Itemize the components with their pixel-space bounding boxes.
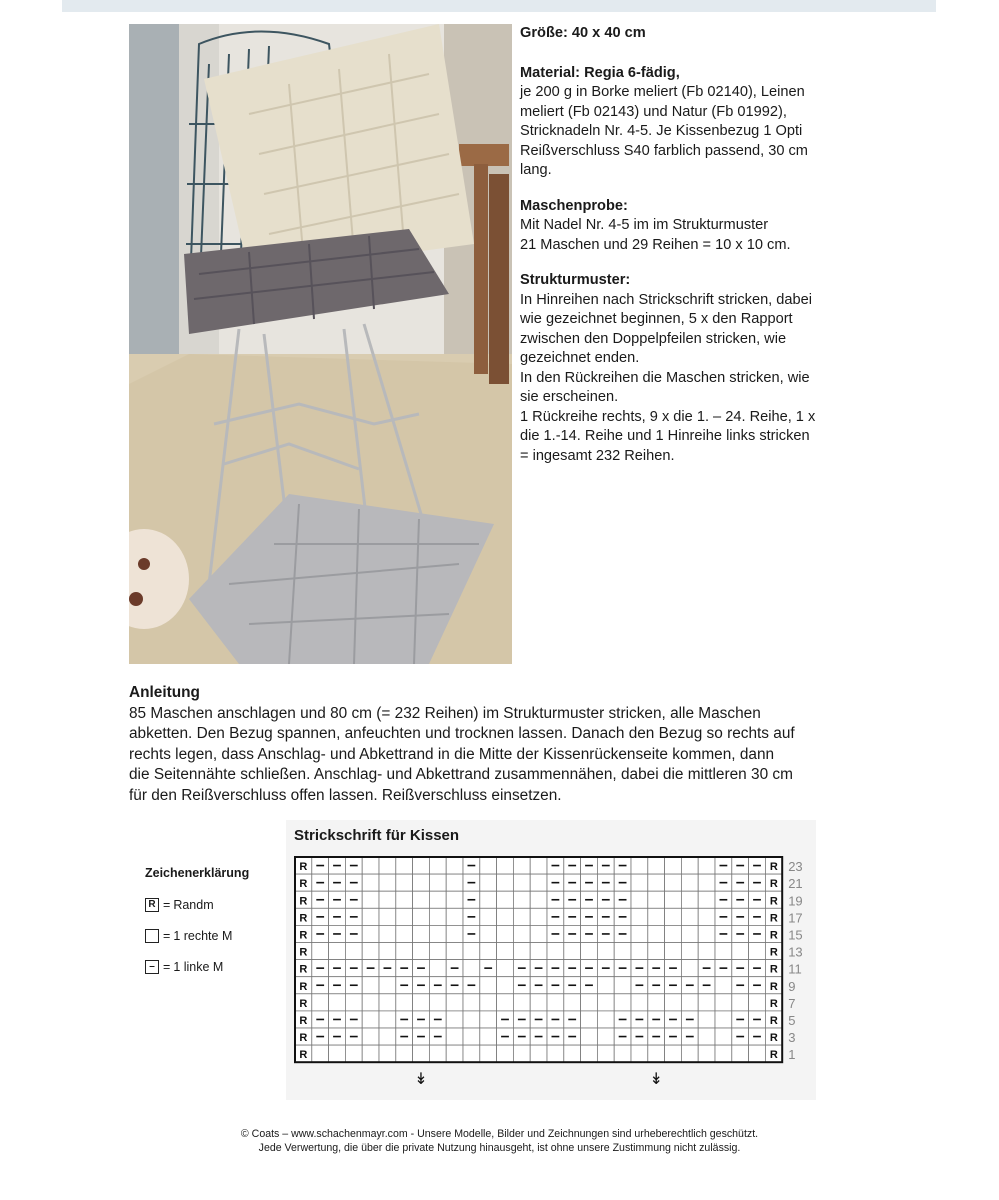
row-number-label: 9 xyxy=(788,978,796,994)
edge-stitch-mark: R xyxy=(769,912,778,925)
pattern-block xyxy=(520,271,880,466)
chart-cell xyxy=(681,1045,698,1062)
material-line: je 200 g in Borke meliert (Fb 02140), Leinen xyxy=(520,84,805,100)
instructions-line: 85 Maschen anschlagen und 80 cm (= 232 Reihen) im Strukturmuster stricken, alle Maschen xyxy=(129,704,761,722)
chart-cell xyxy=(463,1011,480,1028)
chart-cell xyxy=(463,1045,480,1062)
edge-stitch-mark: R xyxy=(299,963,308,976)
edge-stitch-mark: R xyxy=(299,1032,308,1045)
chart-cell xyxy=(614,994,631,1011)
chart-cell xyxy=(530,994,547,1011)
edge-stitch-mark: R xyxy=(299,861,308,874)
chart-cell xyxy=(429,960,446,977)
pattern-line: In Hinreihen nach Strickschrift stricken, dabei xyxy=(520,291,813,308)
chart-cell xyxy=(681,960,698,977)
chart-cell xyxy=(312,994,329,1011)
pattern-heading: Strukturmuster: xyxy=(520,272,631,288)
chart-cell xyxy=(530,908,547,925)
chart-cell xyxy=(480,925,497,942)
chart-cell xyxy=(665,1045,682,1062)
pattern-line: die 1.-14. Reihe und 1 Hinreihe links stricken xyxy=(520,428,810,444)
row-number-label: 11 xyxy=(788,961,802,977)
chart-cell xyxy=(463,1028,480,1045)
legend-label: 1 linke M xyxy=(173,959,224,974)
chart-cell xyxy=(312,943,329,960)
chart-cell xyxy=(497,908,514,925)
chart-cell xyxy=(631,943,648,960)
chart-cell xyxy=(345,994,362,1011)
chart-cell xyxy=(362,943,379,960)
chart-cell xyxy=(329,994,346,1011)
chart-cell xyxy=(362,908,379,925)
chart-cell xyxy=(681,874,698,891)
edge-stitch-mark: R xyxy=(769,861,778,874)
chart-cell xyxy=(698,874,715,891)
chart-cell xyxy=(446,1045,463,1062)
chart-cell xyxy=(631,891,648,908)
chart-cell xyxy=(429,857,446,874)
chart-cell xyxy=(597,1011,614,1028)
chart-cell xyxy=(480,857,497,874)
chart-cell xyxy=(413,994,430,1011)
chart-cell xyxy=(345,1045,362,1062)
repeat-arrow-icon: ↡ xyxy=(649,1069,663,1089)
gauge-line: Mit Nadel Nr. 4-5 im im Strukturmuster xyxy=(520,217,769,233)
chart-cell xyxy=(497,960,514,977)
chart-cell xyxy=(597,994,614,1011)
chart-cell xyxy=(379,908,396,925)
chart-cell xyxy=(497,891,514,908)
chart-cell xyxy=(665,994,682,1011)
chart-cell xyxy=(362,994,379,1011)
chart-cell xyxy=(446,1011,463,1028)
chart-cell xyxy=(681,891,698,908)
chart-cell xyxy=(379,994,396,1011)
equals-sign: = xyxy=(163,959,171,974)
footer-line: © Coats – www.schachenmayr.com - Unsere Modelle, Bilder und Zeichnungen sind urheberechtlich geschützt. xyxy=(240,1128,759,1140)
chart-cell xyxy=(749,943,766,960)
chart-cell xyxy=(463,943,480,960)
chart-cell xyxy=(614,1045,631,1062)
chart-cell xyxy=(429,943,446,960)
chart-cell xyxy=(732,943,749,960)
chart-cell xyxy=(497,977,514,994)
chart-cell xyxy=(698,943,715,960)
chart-cell xyxy=(530,891,547,908)
chart-cell xyxy=(429,925,446,942)
chart-cell xyxy=(681,925,698,942)
edge-stitch-symbol: R xyxy=(145,898,159,912)
instructions-line: die Seitennähte schließen. Anschlag- und Abkettrand zusammennähen, dabei die mittleren 30 cm xyxy=(129,766,793,783)
material-line: meliert (Fb 02143) und Natur (Fb 01992), xyxy=(520,103,787,120)
chart-cell xyxy=(463,960,480,977)
chart-cell xyxy=(648,891,665,908)
chart-cell xyxy=(648,857,665,874)
chart-cell xyxy=(497,994,514,1011)
chart-cell xyxy=(362,1028,379,1045)
chart-cell xyxy=(698,1045,715,1062)
chart-cell xyxy=(648,1045,665,1062)
chart-cell xyxy=(698,857,715,874)
edge-stitch-mark: R xyxy=(769,997,778,1010)
chart-cell xyxy=(513,908,530,925)
chart-cell xyxy=(362,925,379,942)
chart-cell xyxy=(581,943,598,960)
edge-stitch-mark: R xyxy=(299,929,308,942)
material-line: Stricknadeln Nr. 4-5. Je Kissenbezug 1 Opti xyxy=(520,123,803,139)
chart-cell xyxy=(497,857,514,874)
legend-label: 1 rechte M xyxy=(173,928,233,943)
chart-cell xyxy=(497,874,514,891)
edge-stitch-mark: R xyxy=(769,1015,778,1027)
chart-cell xyxy=(513,994,530,1011)
pattern-line: gezeichnet enden. xyxy=(520,350,640,366)
chart-cell xyxy=(362,1045,379,1062)
chart-cell xyxy=(631,994,648,1011)
chart-cell xyxy=(446,857,463,874)
chart-cell xyxy=(513,874,530,891)
chart-cell xyxy=(480,891,497,908)
edge-stitch-mark: R xyxy=(299,997,308,1010)
chart-cell xyxy=(480,908,497,925)
chart-cell xyxy=(648,943,665,960)
edge-stitch-mark: R xyxy=(769,929,778,942)
chart-cell xyxy=(530,1045,547,1062)
gauge-heading: Maschenprobe: xyxy=(520,197,628,214)
row-number-label: 13 xyxy=(788,944,803,960)
chart-cell xyxy=(698,1011,715,1028)
chart-cell xyxy=(665,943,682,960)
pattern-line: 1 Rückreihe rechts, 9 x die 1. – 24. Reihe, 1 x xyxy=(520,408,816,425)
chart-cell xyxy=(396,925,413,942)
chart-cell xyxy=(379,874,396,891)
chart-cell xyxy=(581,1011,598,1028)
chart-title: Strickschrift für Kissen xyxy=(294,827,460,844)
chart-cell xyxy=(497,943,514,960)
chart-cell xyxy=(749,1045,766,1062)
chart-legend xyxy=(145,866,249,982)
chart-cell xyxy=(413,874,430,891)
material-block xyxy=(520,64,880,181)
row-number-label: 3 xyxy=(788,1030,796,1046)
chart-cell xyxy=(379,977,396,994)
cushion-photo xyxy=(129,24,512,664)
instructions-line: für den Reißverschluss offen lassen. Reißverschluss einsetzen. xyxy=(129,786,562,804)
edge-stitch-mark: R xyxy=(299,1049,308,1062)
chart-cell xyxy=(715,977,732,994)
chart-cell xyxy=(413,908,430,925)
chart-cell xyxy=(429,994,446,1011)
chart-cell xyxy=(379,1045,396,1062)
row-number-label: 17 xyxy=(788,910,803,926)
chart-cell xyxy=(698,1028,715,1045)
knitting-chart xyxy=(286,820,816,1100)
chart-cell xyxy=(429,908,446,925)
chart-cell xyxy=(480,943,497,960)
chart-cell xyxy=(749,994,766,1011)
instructions-heading: Anleitung xyxy=(129,684,200,701)
repeat-arrow-icon: ↡ xyxy=(414,1069,428,1089)
purl-stitch-symbol: – xyxy=(145,960,159,974)
footer-line: Jede Verwertung, die über die private Nutzung hinausgeht, ist ohne unsere Zustimmung nicht zulässig. xyxy=(258,1142,741,1154)
chart-cell xyxy=(362,977,379,994)
instructions-line: abketten. Den Bezug spannen, anfeuchten und trocknen lassen. Danach den Bezug so rechts auf xyxy=(129,725,795,742)
row-number-label: 7 xyxy=(788,995,796,1011)
copyright-footer xyxy=(0,1127,999,1155)
chart-cell xyxy=(413,891,430,908)
chart-cell xyxy=(329,1045,346,1062)
chart-cell xyxy=(581,994,598,1011)
chart-cell xyxy=(530,874,547,891)
edge-stitch-mark: R xyxy=(769,980,778,993)
chart-cell xyxy=(597,977,614,994)
chart-cell xyxy=(446,943,463,960)
chart-cell xyxy=(715,1011,732,1028)
chart-cell xyxy=(597,1045,614,1062)
edge-stitch-mark: R xyxy=(769,946,778,959)
material-heading: Material: Regia 6-fädig, xyxy=(520,64,680,81)
equals-sign: = xyxy=(163,897,171,912)
chart-cell xyxy=(665,874,682,891)
chart-cell xyxy=(429,891,446,908)
material-line: Reißverschluss S40 farblich passend, 30 cm xyxy=(520,142,808,159)
chart-cell xyxy=(631,874,648,891)
chart-cell xyxy=(631,925,648,942)
chart-cell xyxy=(698,891,715,908)
chart-cell xyxy=(732,1045,749,1062)
chart-cell xyxy=(413,857,430,874)
chart-cell xyxy=(564,994,581,1011)
chart-cell xyxy=(362,891,379,908)
edge-stitch-mark: R xyxy=(299,878,308,891)
chart-cell xyxy=(631,1045,648,1062)
chart-cell xyxy=(379,857,396,874)
chart-cell xyxy=(379,925,396,942)
chart-cell xyxy=(530,857,547,874)
chart-cell xyxy=(547,994,564,1011)
chart-cell xyxy=(379,891,396,908)
chart-cell xyxy=(715,943,732,960)
chart-cell xyxy=(665,925,682,942)
chart-cell xyxy=(480,874,497,891)
chart-cell xyxy=(396,891,413,908)
chart-cell xyxy=(396,994,413,1011)
chart-cell xyxy=(715,1045,732,1062)
chart-cell xyxy=(530,943,547,960)
chart-cell xyxy=(547,1045,564,1062)
edge-stitch-mark: R xyxy=(299,1015,308,1027)
chart-cell xyxy=(614,943,631,960)
chart-cell xyxy=(446,908,463,925)
chart-cell xyxy=(681,908,698,925)
chart-cell xyxy=(480,977,497,994)
chart-cell xyxy=(698,908,715,925)
chart-cell xyxy=(497,1045,514,1062)
chart-cell xyxy=(396,857,413,874)
row-number-label: 15 xyxy=(788,927,803,943)
edge-stitch-mark: R xyxy=(299,980,308,993)
chart-cell xyxy=(480,1045,497,1062)
row-number-label: 1 xyxy=(788,1047,796,1063)
chart-cell xyxy=(648,908,665,925)
chart-cell xyxy=(413,925,430,942)
edge-stitch-mark: R xyxy=(769,895,778,908)
chart-cell xyxy=(379,1028,396,1045)
chart-cell xyxy=(446,891,463,908)
chart-cell xyxy=(665,891,682,908)
chart-cell xyxy=(513,891,530,908)
chart-cell xyxy=(513,925,530,942)
chart-cell xyxy=(681,994,698,1011)
chart-cell xyxy=(698,925,715,942)
row-number-label: 23 xyxy=(788,859,803,875)
chart-cell xyxy=(665,857,682,874)
knitting-chart-grid xyxy=(286,820,816,1100)
chart-cell xyxy=(715,994,732,1011)
chart-cell xyxy=(480,1011,497,1028)
chart-cell xyxy=(648,874,665,891)
chart-cell xyxy=(329,943,346,960)
chart-cell xyxy=(681,857,698,874)
chart-cell xyxy=(396,874,413,891)
chart-cell xyxy=(413,1045,430,1062)
chart-cell xyxy=(480,1028,497,1045)
chart-cell xyxy=(698,994,715,1011)
gauge-line: 21 Maschen und 29 Reihen = 10 x 10 cm. xyxy=(520,236,791,253)
chart-cell xyxy=(715,1028,732,1045)
edge-stitch-mark: R xyxy=(769,878,778,891)
pattern-line: wie gezeichnet beginnen, 5 x den Rapport xyxy=(520,311,793,327)
chart-cell xyxy=(631,908,648,925)
chart-cell xyxy=(614,977,631,994)
chart-cell xyxy=(513,1045,530,1062)
chart-cell xyxy=(648,925,665,942)
chart-cell xyxy=(547,943,564,960)
edge-stitch-mark: R xyxy=(299,912,308,925)
row-number-label: 5 xyxy=(788,1013,796,1028)
size-heading: Größe: 40 x 40 cm xyxy=(520,25,646,41)
chart-cell xyxy=(446,994,463,1011)
chart-cell xyxy=(345,943,362,960)
chart-cell xyxy=(681,943,698,960)
chart-cell xyxy=(564,1045,581,1062)
chart-cell xyxy=(429,874,446,891)
chart-cell xyxy=(665,908,682,925)
instructions xyxy=(129,683,879,806)
top-bar xyxy=(62,0,936,12)
chart-cell xyxy=(396,943,413,960)
chart-cell xyxy=(631,857,648,874)
chart-cell xyxy=(429,1045,446,1062)
edge-stitch-mark: R xyxy=(299,946,308,959)
chart-cell xyxy=(732,994,749,1011)
chart-cell xyxy=(396,908,413,925)
legend-item-knit-stitch xyxy=(145,920,249,951)
chart-cell xyxy=(379,1011,396,1028)
chart-cell xyxy=(362,857,379,874)
chart-cell xyxy=(446,925,463,942)
edge-stitch-mark: R xyxy=(769,963,778,976)
chart-cell xyxy=(513,943,530,960)
chart-cell xyxy=(362,874,379,891)
chart-cell xyxy=(446,1028,463,1045)
chart-cell xyxy=(581,1028,598,1045)
chart-cell xyxy=(312,1045,329,1062)
chart-cell xyxy=(379,943,396,960)
row-number-label: 19 xyxy=(788,893,803,909)
chart-cell xyxy=(597,943,614,960)
pattern-line: = ingesamt 232 Reihen. xyxy=(520,447,675,464)
chart-cell xyxy=(446,874,463,891)
legend-item-purl-stitch xyxy=(145,951,249,982)
chart-cell xyxy=(362,1011,379,1028)
knit-stitch-symbol xyxy=(145,929,159,943)
specifications xyxy=(520,24,880,482)
edge-stitch-mark: R xyxy=(769,1032,778,1045)
legend-label: Randm xyxy=(173,897,214,912)
chart-cell xyxy=(513,857,530,874)
gauge-block xyxy=(520,197,880,256)
chart-cell xyxy=(581,1045,598,1062)
legend-title: Zeichenerklärung xyxy=(145,866,250,880)
chart-cell xyxy=(480,994,497,1011)
chart-cell xyxy=(648,994,665,1011)
material-line: lang. xyxy=(520,162,552,178)
chart-cell xyxy=(597,1028,614,1045)
pattern-line: In den Rückreihen die Maschen stricken, wie xyxy=(520,369,810,386)
chart-cell xyxy=(396,1045,413,1062)
chart-cell xyxy=(463,994,480,1011)
edge-stitch-mark: R xyxy=(299,895,308,908)
chart-cell xyxy=(530,925,547,942)
row-number-label: 21 xyxy=(788,876,803,892)
instructions-line: rechts legen, dass Anschlag- und Abkettrand in die Mitte der Kissenrückenseite kommen, dann xyxy=(129,745,775,763)
pattern-line: zwischen den Doppelpfeilen stricken, wie xyxy=(520,330,787,347)
legend-item-edge-stitch xyxy=(145,889,249,920)
chart-cell xyxy=(564,943,581,960)
chart-cell xyxy=(413,943,430,960)
edge-stitch-mark: R xyxy=(769,1049,778,1062)
chart-cell xyxy=(497,925,514,942)
equals-sign: = xyxy=(163,928,171,943)
pattern-line: sie erscheinen. xyxy=(520,389,619,405)
